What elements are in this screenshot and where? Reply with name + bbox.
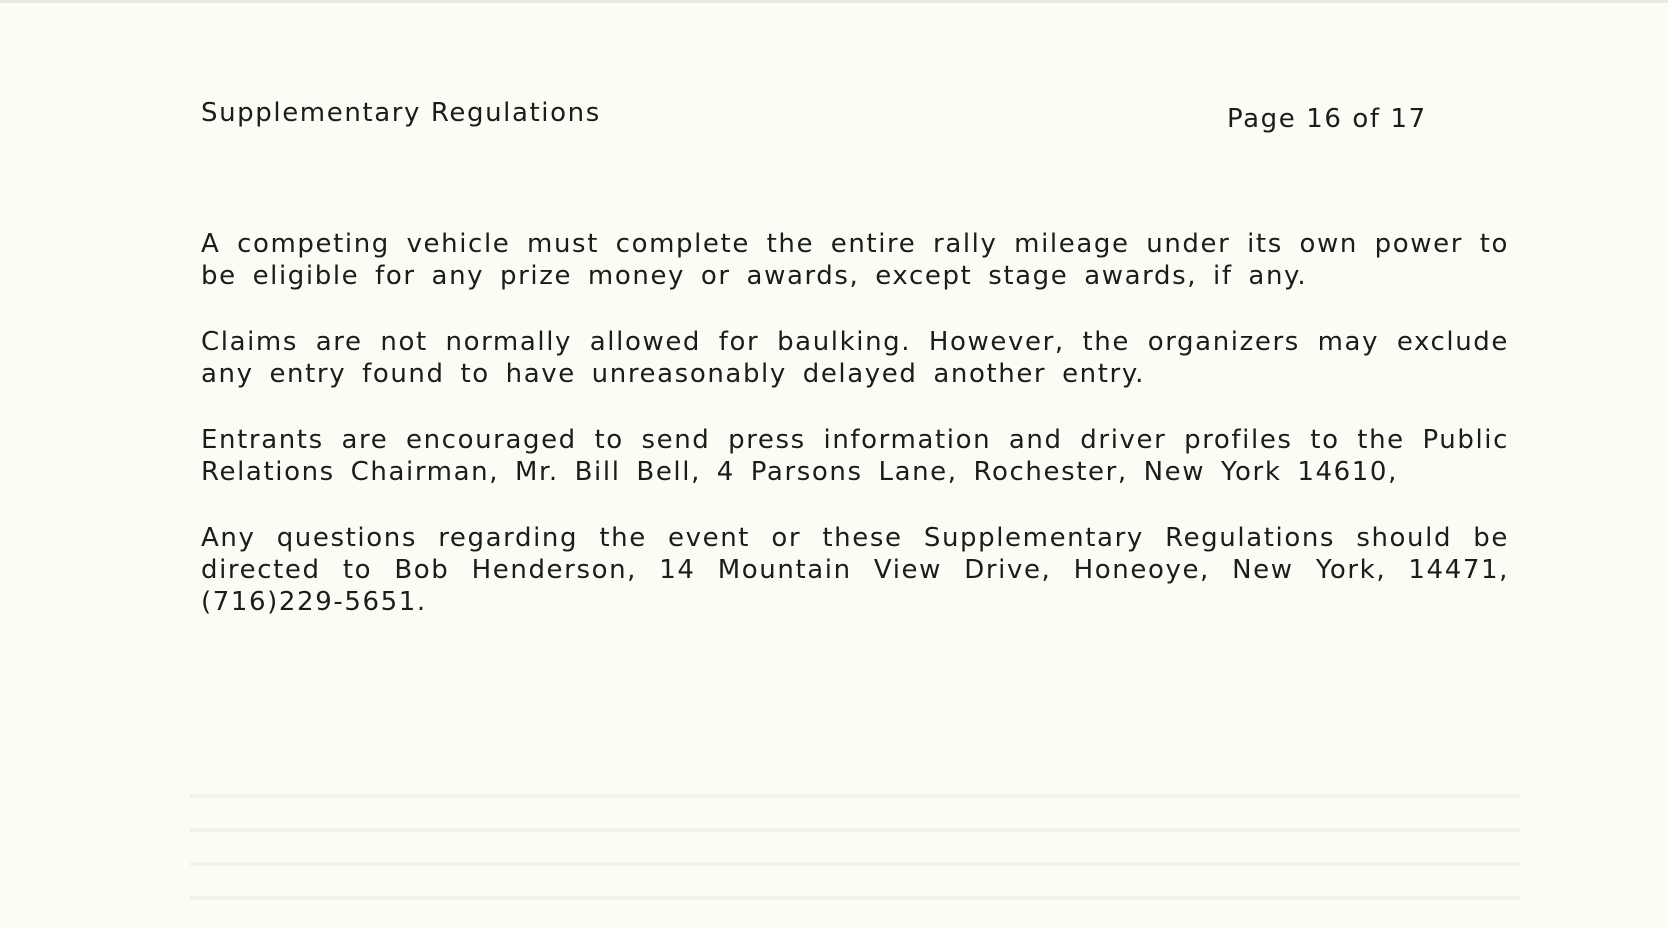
paragraph-baulking-claims: Claims are not normally allowed for baulking. However, the organizers may exclude any entry found to have unreasonably delayed another entry. [201,327,1509,389]
paragraph-questions-contact: Any questions regarding the event or these Supplementary Regulations should be directed to Bob Henderson, 14 Mountain View Drive, Honeoye, New York, 14471, (716)229-5651. [201,523,1509,617]
document-title: Supplementary Regulations [201,98,601,128]
scan-edge [0,0,1668,3]
paragraph-prize-eligibility: A competing vehicle must complete the entire rally mileage under its own power to be eligible for any prize money or awards, except stage awards, if any. [201,229,1509,291]
bleed-through-texture [190,770,1520,920]
page-number: Page 16 of 17 [1227,104,1427,134]
paragraph-press-information: Entrants are encouraged to send press information and driver profiles to the Public Relations Chairman, Mr. Bill Bell, 4 Parsons Lane, Rochester, New York 14610, [201,425,1509,487]
document-body [201,228,1509,652]
